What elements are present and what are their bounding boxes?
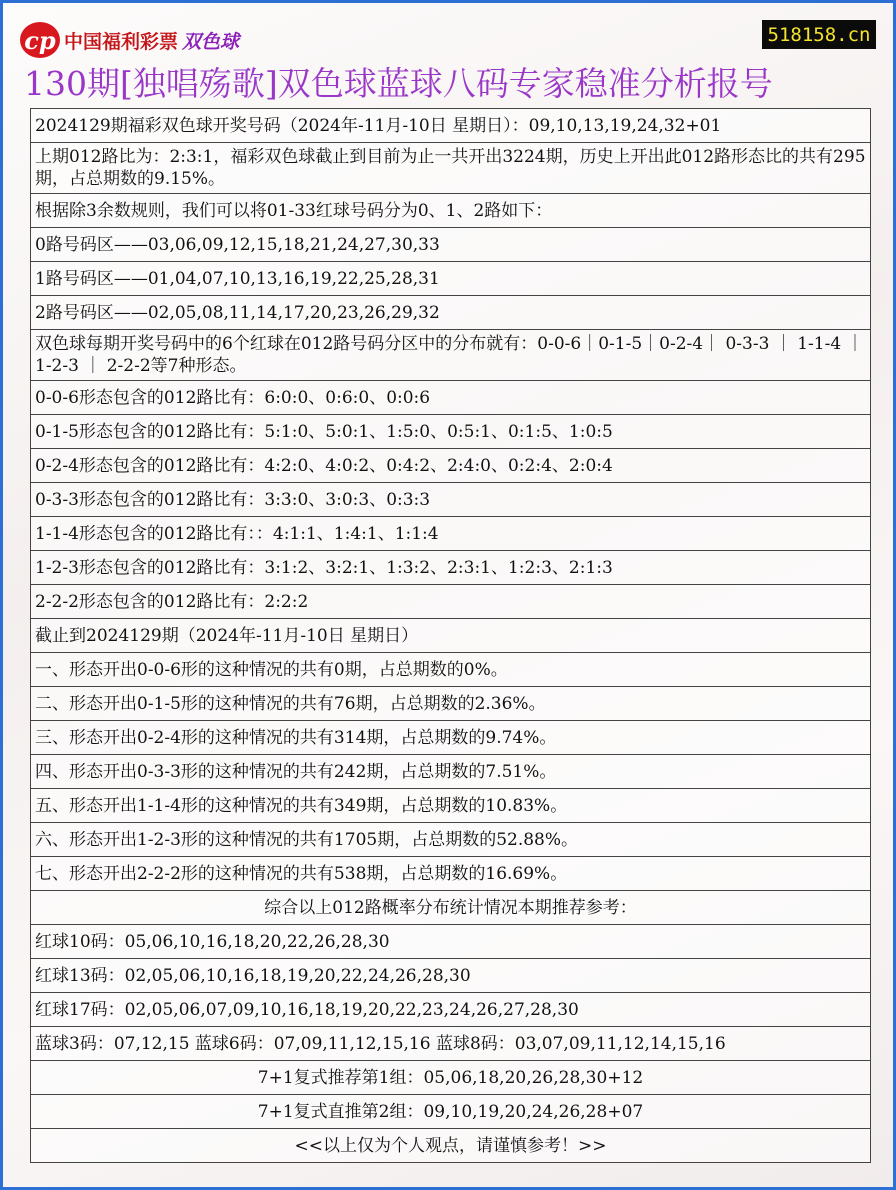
- row-text: 四、形态开出0-3-3形的这种情况的共有242期，占总期数的7.51%。: [31, 755, 871, 789]
- row-text: 截止到2024129期（2024年-11月-10日 星期日）: [31, 619, 871, 653]
- table-row: [31, 687, 871, 721]
- table-row: [31, 330, 871, 381]
- table-row: [31, 517, 871, 551]
- row-text: <<以上仅为个人观点，请谨慎参考！>>: [31, 1129, 871, 1163]
- table-row: [31, 483, 871, 517]
- row-text: 1-1-4形态包含的012路比有：：4:1:1、1:4:1、1:1:4: [31, 517, 871, 551]
- table-row: [31, 449, 871, 483]
- table-row: [31, 296, 871, 330]
- row-text: 2-2-2形态包含的012路比有：2:2:2: [31, 585, 871, 619]
- table-row: [31, 789, 871, 823]
- row-text: 五、形态开出1-1-4形的这种情况的共有349期，占总期数的10.83%。: [31, 789, 871, 823]
- table-row: [31, 415, 871, 449]
- table-row: [31, 653, 871, 687]
- row-text: 1-2-3形态包含的012路比有：3:1:2、3:2:1、1:3:2、2:3:1、1:2:3、2:1:3: [31, 551, 871, 585]
- row-text: 蓝球3码：07,12,15 蓝球6码：07,09,11,12,15,16 蓝球8码：03,07,09,11,12,14,15,16: [31, 1027, 871, 1061]
- table-row: [31, 143, 871, 194]
- row-text: 七、形态开出2-2-2形的这种情况的共有538期，占总期数的16.69%。: [31, 857, 871, 891]
- row-text: 0-3-3形态包含的012路比有：3:3:0、3:0:3、0:3:3: [31, 483, 871, 517]
- row-text: 2024129期福彩双色球开奖号码（2024年-11月-10日 星期日）：09,10,13,19,24,32+01: [31, 109, 871, 143]
- lottery-logo: [20, 22, 239, 58]
- table-row: [31, 891, 871, 925]
- table-row: [31, 1129, 871, 1163]
- row-text: 上期012路比为：2:3:1，福彩双色球截止到目前为止一共开出3224期，历史上开出此012路形态比的共有295期，占总期数的9.15%。: [31, 143, 871, 194]
- row-text: 0路号码区——03,06,09,12,15,18,21,24,27,30,33: [31, 228, 871, 262]
- row-text: 双色球每期开奖号码中的6个红球在012路号码分区中的分布就有：0-0-6｜0-1-5｜0-2-4｜ 0-3-3 ｜ 1-1-4 ｜ 1-2-3 ｜ 2-2-2等7种形态。: [31, 330, 871, 381]
- row-text: 0-1-5形态包含的012路比有：5:1:0、5:0:1、1:5:0、0:5:1、0:1:5、1:0:5: [31, 415, 871, 449]
- site-badge: 518158.cn: [762, 20, 876, 49]
- row-text: 0-2-4形态包含的012路比有：4:2:0、4:0:2、0:4:2、2:4:0、0:2:4、2:0:4: [31, 449, 871, 483]
- row-text: 红球13码：02,05,06,10,16,18,19,20,22,24,26,28,30: [31, 959, 871, 993]
- table-row: [31, 262, 871, 296]
- table-row: [31, 619, 871, 653]
- welfare-lottery-logo-icon: cp: [20, 22, 60, 58]
- table-row: [31, 925, 871, 959]
- table-row: [31, 585, 871, 619]
- table-row: [31, 109, 871, 143]
- row-text: 根据除3余数规则，我们可以将01-33红球号码分为0、1、2路如下：: [31, 194, 871, 228]
- row-text: 一、形态开出0-0-6形的这种情况的共有0期，占总期数的0%。: [31, 653, 871, 687]
- row-text: 六、形态开出1-2-3形的这种情况的共有1705期，占总期数的52.88%。: [31, 823, 871, 857]
- row-text: 红球17码：02,05,06,07,09,10,16,18,19,20,22,23,24,26,27,28,30: [31, 993, 871, 1027]
- table-row: [31, 993, 871, 1027]
- logo-text: 中国福利彩票: [64, 30, 179, 53]
- analysis-table: [30, 108, 871, 1163]
- table-row: [31, 1061, 871, 1095]
- row-text: 红球10码：05,06,10,16,18,20,22,26,28,30: [31, 925, 871, 959]
- page-title: 130期[独唱殇歌]双色球蓝球八码专家稳准分析报号: [24, 64, 773, 103]
- table-row: [31, 1095, 871, 1129]
- table-row: [31, 857, 871, 891]
- table-row: [31, 194, 871, 228]
- row-text: 1路号码区——01,04,07,10,13,16,19,22,25,28,31: [31, 262, 871, 296]
- table-row: [31, 823, 871, 857]
- row-text: 0-0-6形态包含的012路比有：6:0:0、0:6:0、0:0:6: [31, 381, 871, 415]
- row-text: 三、形态开出0-2-4形的这种情况的共有314期，占总期数的9.74%。: [31, 721, 871, 755]
- table-row: [31, 228, 871, 262]
- table-row: [31, 959, 871, 993]
- row-text: 2路号码区——02,05,08,11,14,17,20,23,26,29,32: [31, 296, 871, 330]
- table-row: [31, 381, 871, 415]
- table-row: [31, 551, 871, 585]
- table-row: [31, 721, 871, 755]
- table-row: [31, 755, 871, 789]
- row-text: 综合以上012路概率分布统计情况本期推荐参考：: [31, 891, 871, 925]
- row-text: 7+1复式推荐第1组：05,06,18,20,26,28,30+12: [31, 1061, 871, 1095]
- row-text: 7+1复式直推第2组：09,10,19,20,24,26,28+07: [31, 1095, 871, 1129]
- table-row: [31, 1027, 871, 1061]
- logo-text-ssq: 双色球: [182, 30, 240, 53]
- row-text: 二、形态开出0-1-5形的这种情况的共有76期，占总期数的2.36%。: [31, 687, 871, 721]
